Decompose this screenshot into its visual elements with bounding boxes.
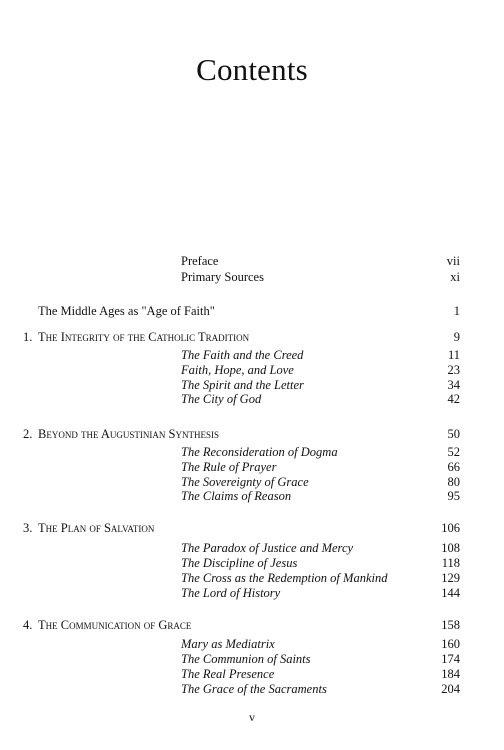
toc-entry-label: The Rule of Prayer <box>181 460 277 474</box>
toc-entry-label: The Claims of Reason <box>181 489 292 503</box>
toc-entry-page: 204 <box>441 682 460 696</box>
part-title: Beyond the Augustinian Synthesis <box>38 427 219 441</box>
toc-entry-page: 23 <box>447 363 460 377</box>
toc-entry-label: The Grace of the Sacraments <box>181 682 327 696</box>
toc-entry[interactable] <box>0 362 504 378</box>
toc-part-3[interactable] <box>0 520 504 536</box>
toc-entry[interactable] <box>0 636 504 652</box>
part-title: The Integrity of the Catholic Tradition <box>38 330 250 344</box>
toc-entry-label: The Reconsideration of Dogma <box>181 445 338 459</box>
toc-entry-page: 95 <box>447 489 460 503</box>
toc-entry-label: Faith, Hope, and Love <box>181 363 294 377</box>
toc-entry-page: 108 <box>441 541 460 555</box>
toc-entry[interactable] <box>0 555 504 571</box>
toc-entry-primary-sources[interactable] <box>0 269 504 285</box>
toc-entry-page: 9 <box>453 330 460 344</box>
toc-part-4[interactable] <box>0 617 504 633</box>
part-title: The Communication of Grace <box>38 618 192 632</box>
part-title: The Plan of Salvation <box>38 521 155 535</box>
toc-entry-label: The Spirit and the Letter <box>181 378 304 392</box>
toc-entry-introduction[interactable] <box>0 303 504 319</box>
toc-entry-label: Mary as Mediatrix <box>181 637 275 651</box>
toc-entry[interactable] <box>0 570 504 586</box>
toc-entry-page: 118 <box>441 556 460 570</box>
toc-entry-label: The Cross as the Redemption of Mankind <box>181 571 388 585</box>
toc-entry-page: 52 <box>447 445 460 459</box>
toc-entry-page: 11 <box>447 348 460 362</box>
toc-entry[interactable] <box>0 347 504 363</box>
toc-entry[interactable] <box>0 444 504 460</box>
toc-entry[interactable] <box>0 585 504 601</box>
toc-entry-label: The Middle Ages as "Age of Faith" <box>38 304 215 318</box>
toc-entry-page: 129 <box>441 571 460 585</box>
toc-entry-page: 158 <box>441 618 460 632</box>
toc-entry[interactable] <box>0 681 504 697</box>
page-title: Contents <box>196 52 308 87</box>
part-number: 1. <box>23 330 33 344</box>
toc-entry-label: Preface <box>181 254 219 268</box>
toc-entry-label: The Sovereignty of Grace <box>181 475 309 489</box>
toc-entry-page: vii <box>446 254 460 268</box>
toc-entry[interactable] <box>0 666 504 682</box>
toc-entry-page: 174 <box>441 652 460 666</box>
toc-entry-page: 50 <box>447 427 460 441</box>
toc-entry-label: The Real Presence <box>181 667 275 681</box>
toc-entry-label: The Communion of Saints <box>181 652 311 666</box>
toc-entry-page: 160 <box>441 637 460 651</box>
toc-entry[interactable] <box>0 540 504 556</box>
toc-entry-label: The Faith and the Creed <box>181 348 304 362</box>
toc-entry-page: 66 <box>447 460 460 474</box>
part-number: 2. <box>23 427 33 441</box>
toc-entry-page: 106 <box>441 521 460 535</box>
toc-entry-label: The Discipline of Jesus <box>181 556 298 570</box>
toc-part-1[interactable] <box>0 329 504 345</box>
toc-entry-page: 80 <box>447 475 460 489</box>
toc-entry-page: xi <box>450 270 460 284</box>
toc-entry-page: 42 <box>447 392 460 406</box>
toc-entry[interactable] <box>0 391 504 407</box>
toc-entry-page: 34 <box>447 378 460 392</box>
part-number: 4. <box>23 618 33 632</box>
toc-entry-page: 1 <box>453 304 460 318</box>
toc-entry-label: The Lord of History <box>181 586 281 600</box>
page-folio: v <box>249 710 255 724</box>
toc-entry-page: 144 <box>441 586 460 600</box>
toc-entry-preface[interactable] <box>0 253 504 269</box>
toc-entry[interactable] <box>0 459 504 475</box>
toc-part-2[interactable] <box>0 426 504 442</box>
part-number: 3. <box>23 521 33 535</box>
toc-entry[interactable] <box>0 651 504 667</box>
toc-entry-page: 184 <box>441 667 460 681</box>
toc-entry-label: The City of God <box>181 392 262 406</box>
toc-entry[interactable] <box>0 488 504 504</box>
toc-entry-label: Primary Sources <box>181 270 264 284</box>
toc-entry-label: The Paradox of Justice and Mercy <box>181 541 354 555</box>
